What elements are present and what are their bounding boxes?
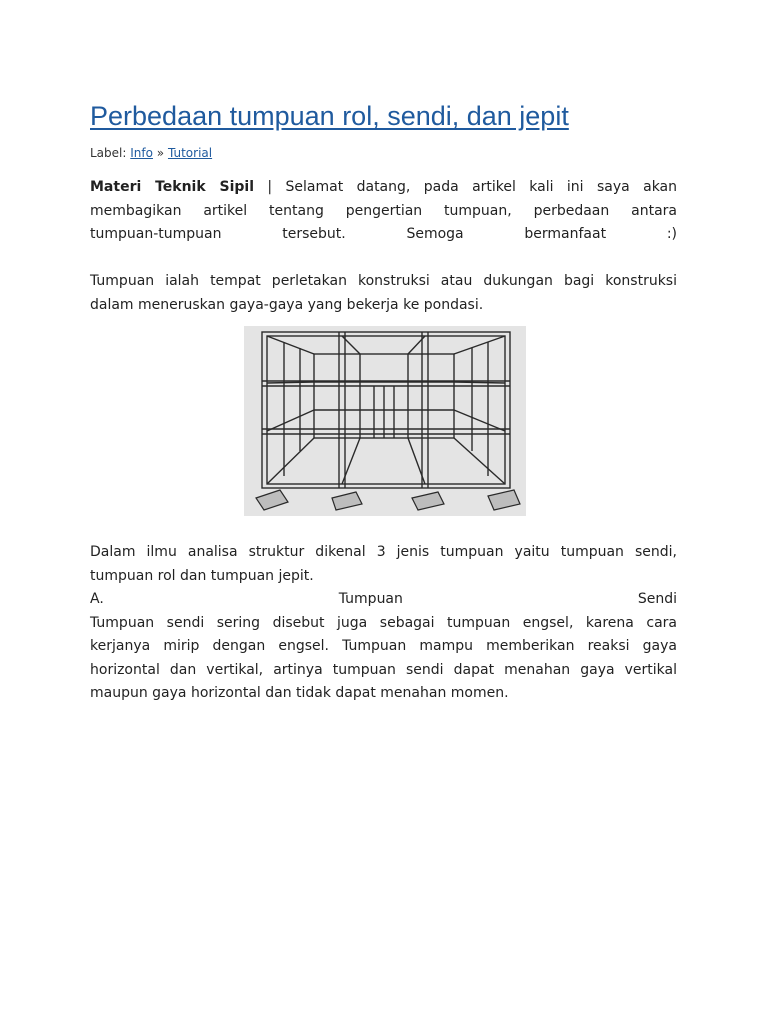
intro-line-3: tumpuan-tumpuan tersebut. Semoga bermanfaat :) [90, 226, 677, 242]
intro-line-2: membagikan artikel tentang pengertian tumpuan, perbedaan antara [90, 202, 677, 219]
building-frame-drawing [244, 326, 526, 516]
types-paragraph [90, 541, 677, 706]
label-separator: » [156, 146, 165, 160]
article-title[interactable]: Perbedaan tumpuan rol, sendi, dan jepit [90, 101, 569, 131]
body-line-4: Tumpuan sendi sering disebut juga sebagai tumpuan engsel, karena cara [90, 614, 677, 631]
definition-paragraph [90, 270, 677, 317]
section-heading-tumpuan-sendi: A. Tumpuan Sendi [90, 591, 677, 607]
label-prefix: Label: [90, 146, 127, 160]
definition-line-2: dalam meneruskan gaya-gaya yang bekerja ke pondasi. [90, 296, 484, 313]
post-labels [90, 145, 212, 162]
building-frame-illustration [244, 326, 526, 516]
body-line-5: kerjanya mirip dengan engsel. Tumpuan mampu memberikan reaksi gaya [90, 638, 677, 654]
definition-line-1: Tumpuan ialah tempat perletakan konstruksi atau dukungan bagi konstruksi [90, 273, 677, 289]
body-line-1: Dalam ilmu analisa struktur dikenal 3 jenis tumpuan yaitu tumpuan sendi, [90, 544, 677, 560]
intro-line-1-text: | Selamat datang, pada artikel kali ini saya akan [267, 179, 678, 195]
body-line-7: maupun gaya horizontal dan tidak dapat menahan momen. [90, 685, 509, 701]
label-link-info[interactable]: Info [130, 146, 153, 160]
intro-bold: Materi Teknik Sipil [90, 179, 254, 195]
body-line-2: tumpuan rol dan tumpuan jepit. [90, 567, 314, 584]
body-line-6: horizontal dan vertikal, artinya tumpuan sendi dapat menahan gaya vertikal [90, 661, 677, 678]
intro-line-1 [90, 176, 677, 200]
label-link-tutorial[interactable]: Tutorial [167, 146, 213, 160]
intro-paragraph [90, 176, 677, 247]
